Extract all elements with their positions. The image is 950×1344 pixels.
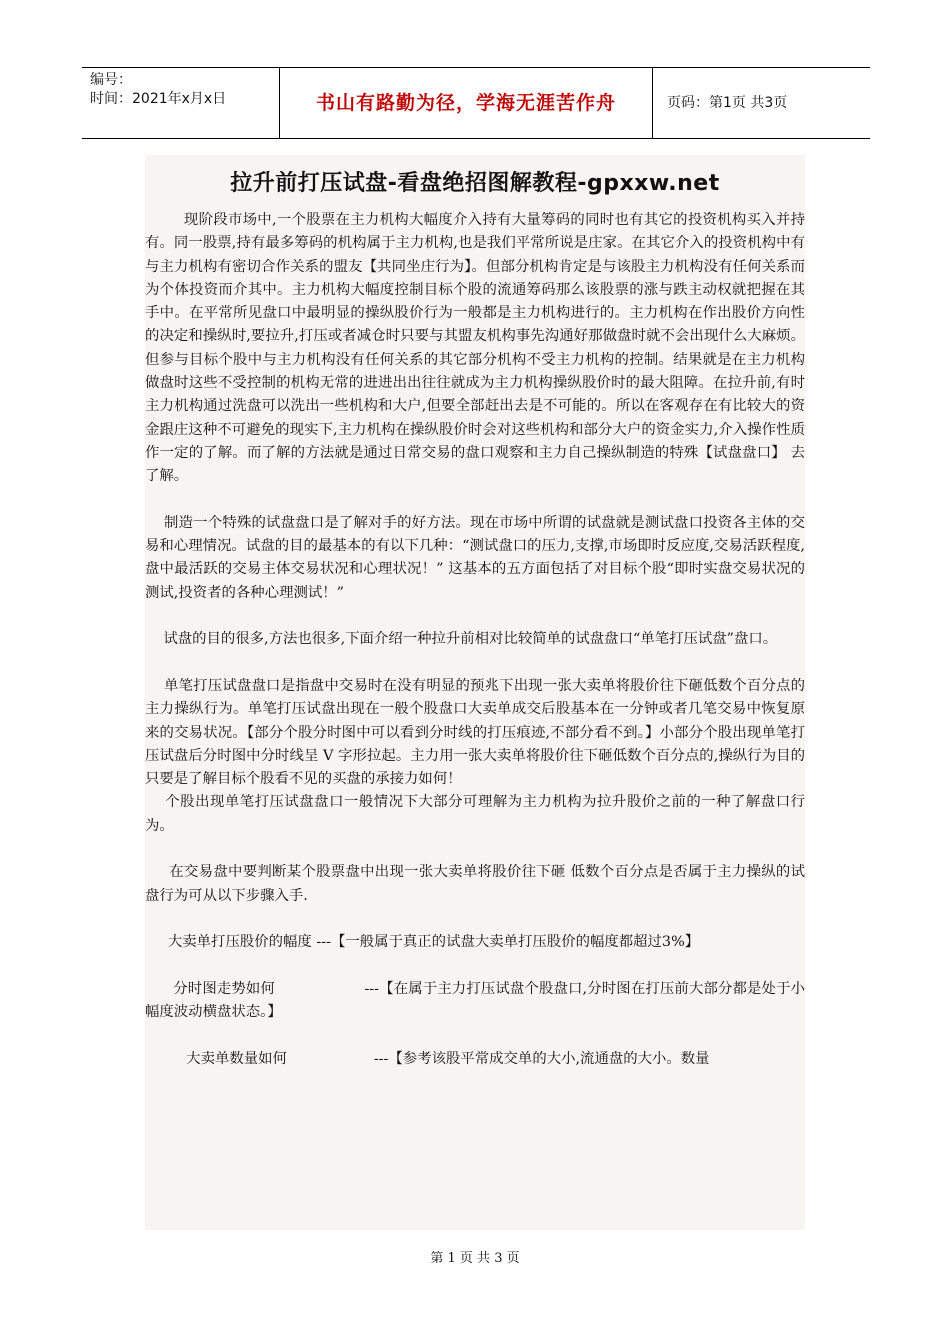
paragraph-gap bbox=[145, 489, 805, 512]
page-footer: 第 1 页 共 3 页 bbox=[430, 1251, 520, 1266]
header-motto-cell bbox=[280, 68, 653, 138]
paragraph: 试盘的目的很多,方法也很多,下面介绍一种拉升前相对比较简单的试盘盘口“单笔打压试盘”盘口。 bbox=[145, 631, 778, 648]
document-header bbox=[82, 67, 870, 139]
paragraph-gap bbox=[145, 838, 805, 861]
paragraph: 在交易盘中要判断某个股票盘中出现一张大卖单将股价往下砸 低数个百分点是否属于主力操纵的试盘行为可从以下步骤入手. bbox=[145, 864, 805, 904]
header-meta-cell bbox=[82, 68, 280, 138]
paragraph: 大卖单打压股价的幅度 ---【一般属于真正的试盘大卖单打压股价的幅度都超过3%】 bbox=[145, 934, 700, 951]
motto-text: 书山有路勤为径，学海无涯苦作舟 bbox=[315, 92, 616, 114]
paragraph: 大卖单数量如何 ---【参考该股平常成交单的大小,流通盘的大小。数量 bbox=[145, 1050, 710, 1067]
paragraph-gap bbox=[145, 908, 805, 931]
paragraph: 单笔打压试盘盘口是指盘中交易时在没有明显的预兆下出现一张大卖单将股价往下砸低数个百分点的主力操纵行为。单笔打压试盘出现在一般个股盘口大卖单成交后股基本在一分钟或者几笔交易中恢复原来的交易状况。【部分个股分时图中可以看到分时线的打压痕迹,不部分看不到。】小部分个股出现单笔打压试盘后分时图中分时线呈 V 字形拉起。主力用一张大卖单将股价往下砸低数个百分点的,操纵行为目的只要是了解目标个股看不见的买盘的承接力如何！ bbox=[145, 677, 805, 788]
paragraph-gap bbox=[145, 1024, 805, 1047]
paragraph: 个股出现单笔打压试盘盘口一般情况下大部分可理解为主力机构为拉升股价之前的一种了解盘口行为。 bbox=[145, 794, 805, 834]
document-title: 拉升前打压试盘-看盘绝招图解教程-gpxxw.net bbox=[230, 171, 720, 196]
paragraph: 制造一个特殊的试盘盘口是了解对手的好方法。现在市场中所谓的试盘就是测试盘口投资各主体的交易和心理情况。试盘的目的最基本的有以下几种：“测试盘口的压力,支撑,市场即时反应度,交易活跃程度,盘中最活跃的交易主体交易状况和心理状况！” 这基本的五方面包括了对目标个股“即时实盘交易状况的测试,投资者的各种心理测试！” bbox=[145, 514, 805, 601]
paragraph-gap bbox=[145, 605, 805, 628]
document-body bbox=[145, 155, 805, 1230]
page-info: 页码：第1页 共3页 bbox=[667, 95, 788, 111]
number-label: 编号： bbox=[90, 72, 132, 88]
paragraph-gap bbox=[145, 955, 805, 978]
paragraph-gap bbox=[145, 652, 805, 675]
paragraph: 现阶段市场中,一个股票在主力机构大幅度介入持有大量筹码的同时也有其它的投资机构买入并持有。同一股票,持有最多筹码的机构属于主力机构,也是我们平常所说是庄家。在其它介入的投资机构中有与主力机构有密切合作关系的盟友【共同坐庄行为】。但部分机构肯定是与该股主力机构没有任何关系而为个体投资而介其中。主力机构大幅度控制目标个股的流通筹码那么该股票的涨与跌主动权就把握在其手中。在平常所见盘口中最明显的操纵股价行为一般都是主力机构进行的。主力机构在作出股价方向性的决定和操纵时,要拉升,打压或者减仓时只要与其盟友机构事先沟通好那做盘时就不会出现什么大麻烦。但参与目标个股中与主力机构没有任何关系的其它部分机构不受主力机构的控制。结果就是在主力机构做盘时这些不受控制的机构无常的进进出出往往就成为主力机构操纵股价时的最大阻障。在拉升前,有时主力机构通过洗盘可以洗出一些机构和大户,但要全部赶出去是不可能的。所以在客观存在有比较大的资金跟庄这种不可避免的现实下,主力机构在操纵股价时会对这些机构和部分大户的资金实力,介入操作性质作一定的了解。而了解的方法就是通过日常交易的盘口观察和主力自己操纵制造的特殊【试盘盘口】 去了解。 bbox=[145, 212, 805, 485]
paragraph-list bbox=[145, 209, 805, 1071]
time-label: 时间：2021年x月x日 bbox=[90, 91, 227, 107]
paragraph: 分时图走势如何 ---【在属于主力打压试盘个股盘口,分时图在打压前大部分都是处于小幅度波动横盘状态。】 bbox=[145, 980, 805, 1021]
header-page-cell bbox=[653, 68, 870, 138]
